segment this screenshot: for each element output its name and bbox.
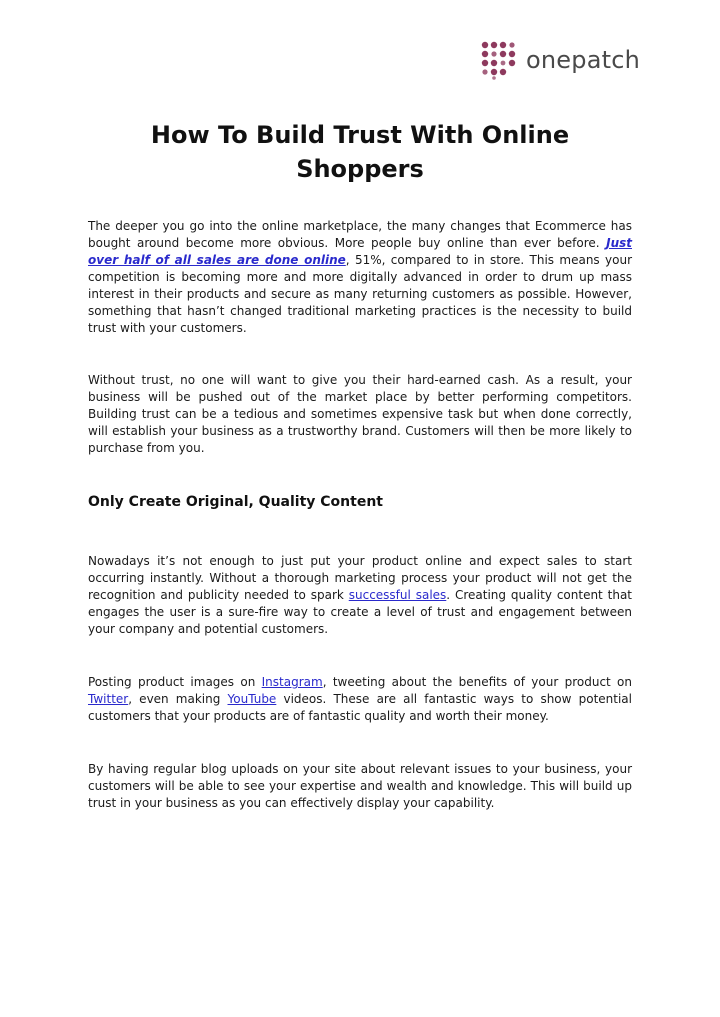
content-text-before: Nowadays it’s not enough to just put your product online and expect sales to start occurring instantly. Without a thorough marketing process your product will not get the recognition and publicity needed to spark [88, 554, 632, 602]
social-text-2: , tweeting about the benefits of your product on [322, 675, 632, 689]
instagram-link[interactable]: Instagram [261, 675, 323, 689]
section-heading: Only Create Original, Quality Content [88, 494, 383, 510]
sales-online-link[interactable]: Just over half of all sales are done online [88, 236, 632, 267]
successful-sales-link[interactable]: successful sales [348, 588, 447, 602]
document-title: How To Build Trust With Online Shoppers [150, 121, 570, 183]
onepatch-logo [480, 40, 640, 80]
social-text-1: Posting product images on [88, 675, 262, 689]
content-text-after: . Creating quality content that engages the user is a sure-fire way to create a level of trust and engagement between your company and potential customers. [88, 588, 633, 636]
intro-paragraph [88, 218, 632, 337]
trust-paragraph: Without trust, no one will want to give you their hard-earned cash. As a result, your business will be pushed out of the market place by better performing competitors. Building trust can be a tedious and sometimes expensive task but when done correctly, will establish your business as a trustworthy brand. Customers will then be more likely to purchase from you. [88, 373, 632, 455]
twitter-link[interactable]: Twitter [88, 692, 129, 706]
intro-text-after: , 51%, compared to in store. This means your competition is becoming more and more digitally advanced in order to drum up mass interest in their products and secure as many returning customers as possible. However, something that hasn’t changed traditional marketing practices is the necessity to build trust with your customers. [88, 253, 632, 335]
youtube-link[interactable]: YouTube [227, 692, 277, 706]
blog-paragraph: By having regular blog uploads on your site about relevant issues to your business, your customers will be able to see your expertise and wealth and knowledge. This will build up trust in your business as you can effectively display your capability. [88, 762, 632, 810]
dot-grid-logo-icon [480, 40, 520, 80]
content-paragraph [88, 553, 632, 638]
social-paragraph [88, 674, 632, 725]
social-text-3: , even making [128, 692, 228, 706]
intro-text-before: The deeper you go into the online marketplace, the many changes that Ecommerce has bought around become more obvious. More people buy online than ever before. [88, 219, 632, 250]
social-text-4: videos. These are all fantastic ways to show potential customers that your products are of fantastic quality and worth their money. [88, 692, 632, 723]
brand-name: onepatch [526, 46, 641, 74]
